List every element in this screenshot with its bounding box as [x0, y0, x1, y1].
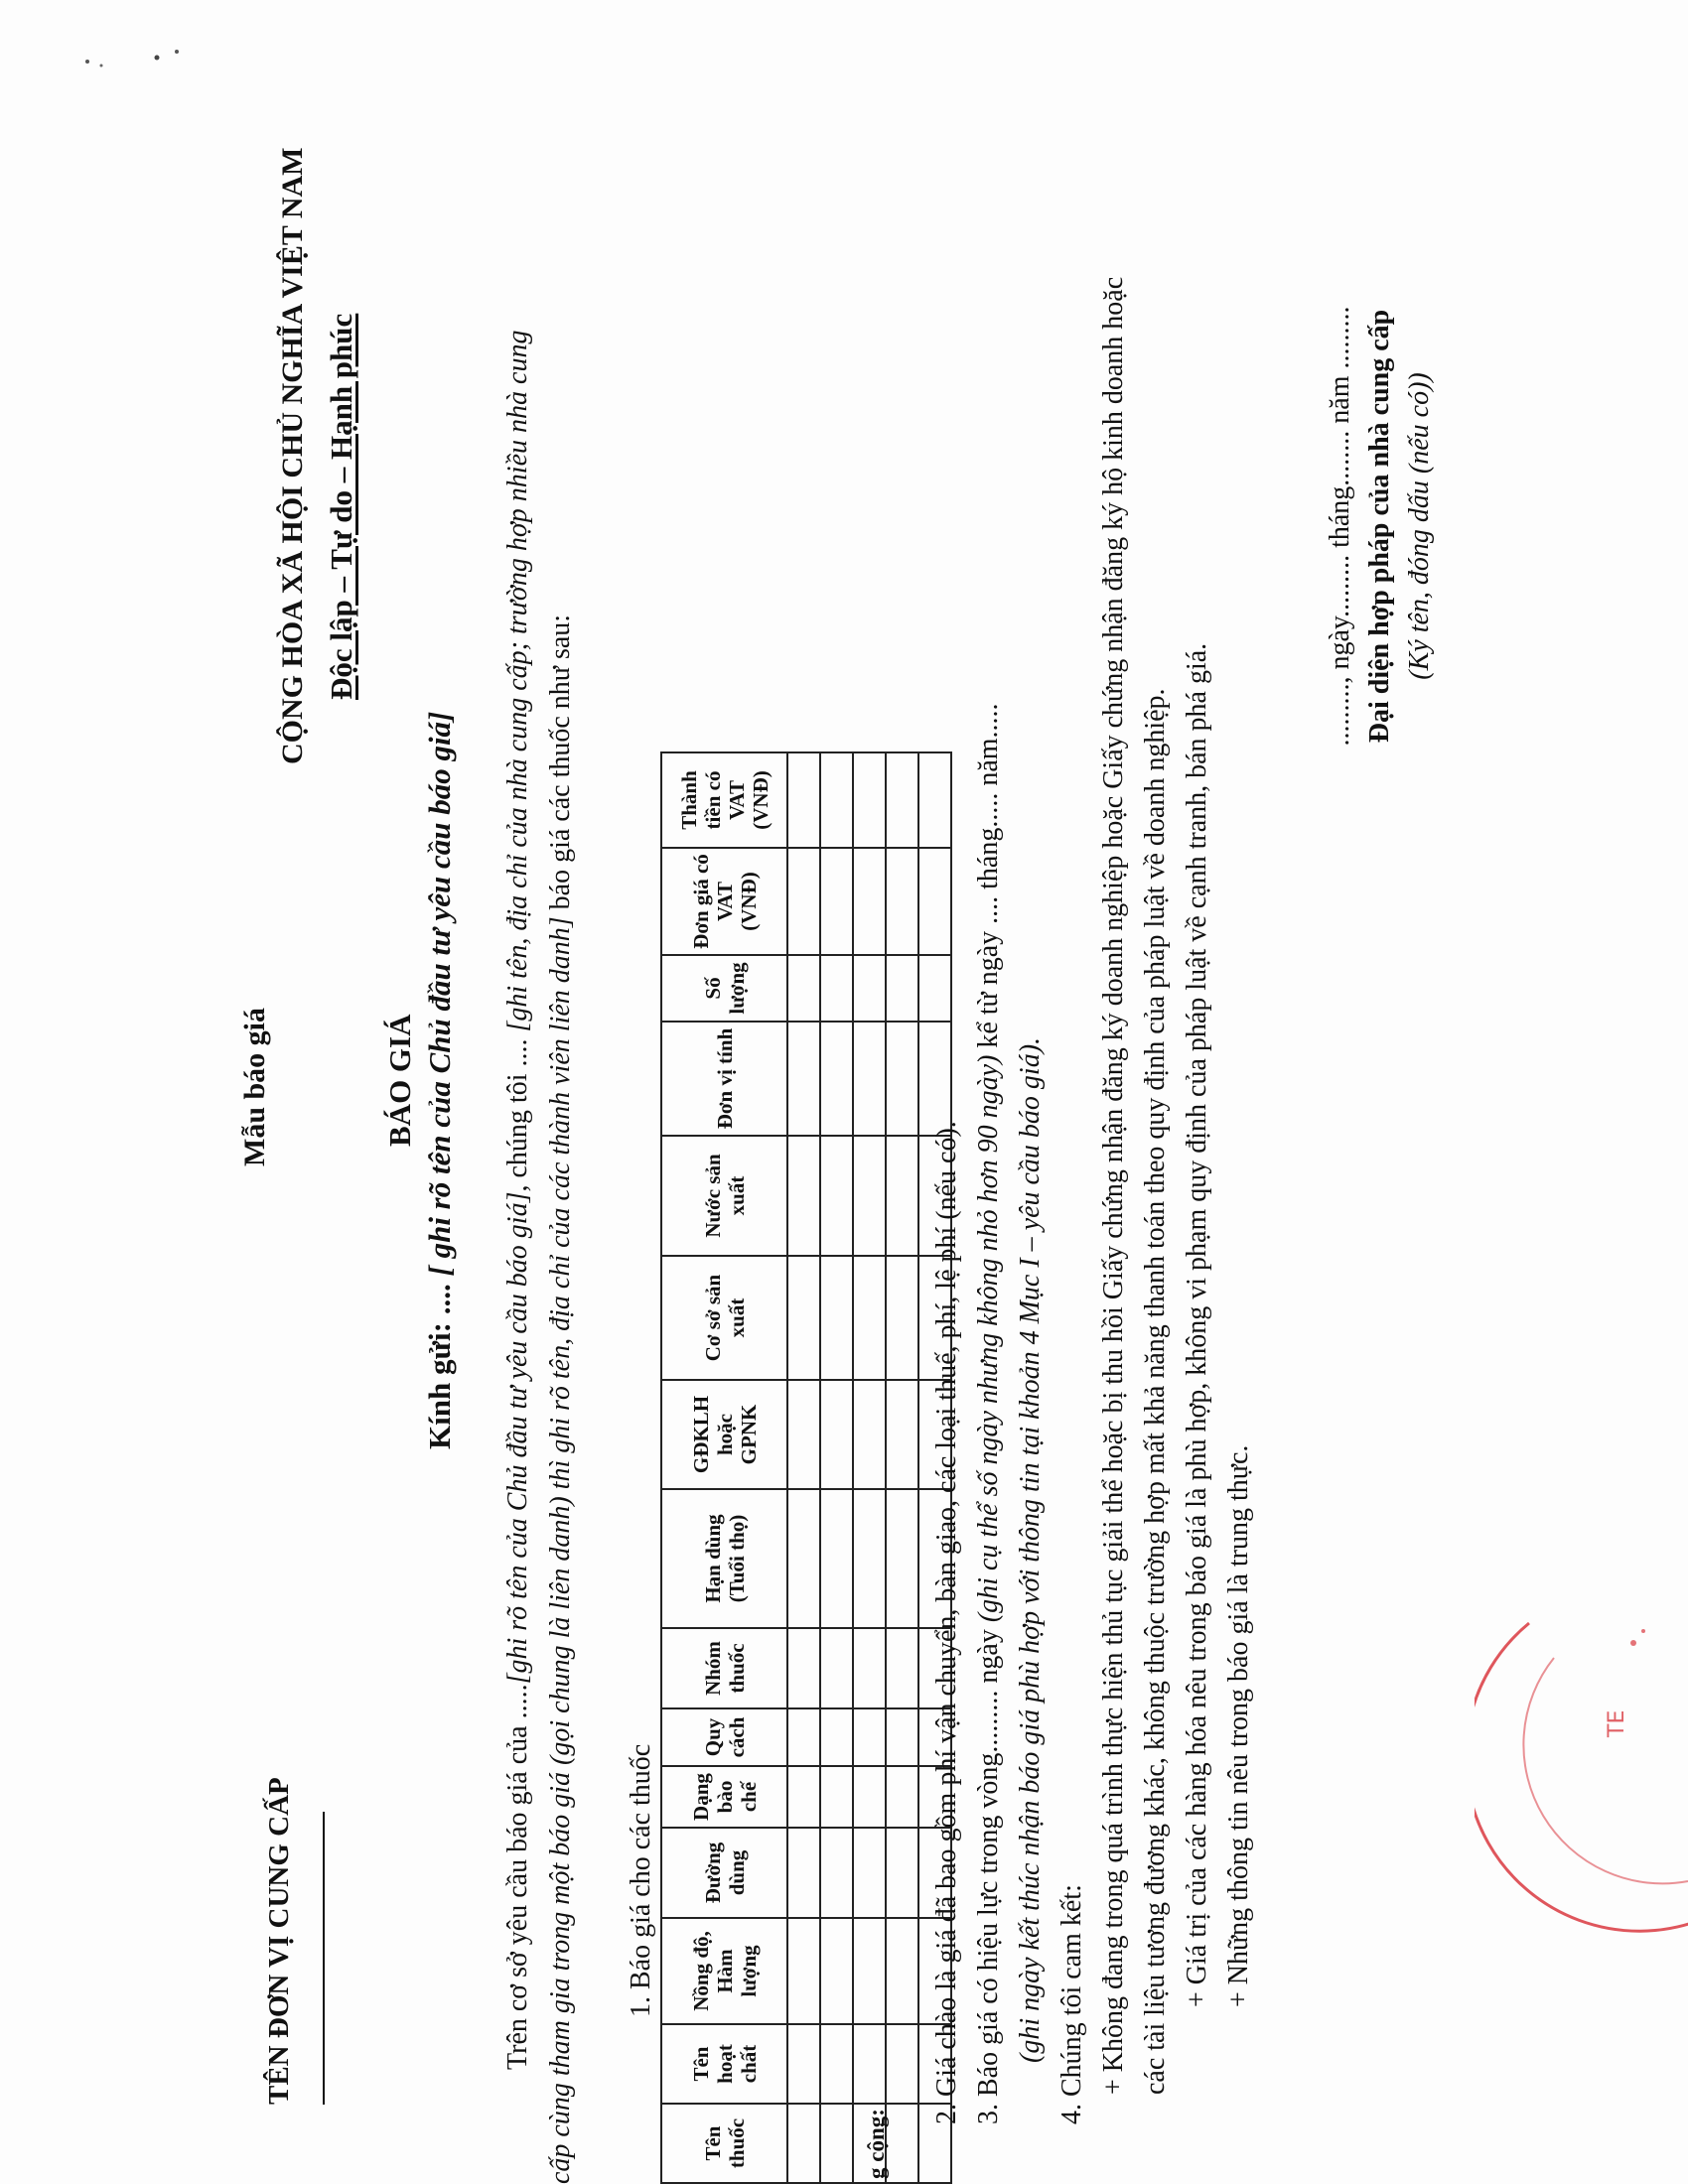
intro-text-2: , chúng tôi .... — [502, 1031, 533, 1192]
addressee-placeholder: [ ghi rõ tên của Chủ đầu tư yêu cầu báo giá] — [422, 711, 457, 1277]
table-cell — [886, 848, 918, 955]
col-header: Cơ sở sản xuất — [661, 1256, 787, 1380]
signature-title: Đại diện hợp pháp của nhà cung cấp — [1364, 309, 1395, 744]
table-cell — [787, 1828, 820, 1918]
intro-text-1: Trên cơ sở yêu cầu báo giá của ..... — [502, 1684, 533, 2070]
table-cell — [787, 1256, 820, 1380]
table-row — [787, 752, 820, 2183]
table-cell — [820, 1489, 853, 1628]
item-3-text: 3. Báo giá có hiệu lực trong vòng......... ngày — [973, 1622, 1004, 2124]
table-cell — [853, 1708, 886, 1766]
table-cell — [787, 1766, 820, 1828]
table-cell — [886, 1828, 918, 1918]
motto — [324, 314, 359, 700]
table-cell — [886, 1022, 918, 1136]
document-title: BÁO GIÁ — [382, 1014, 417, 1147]
table-cell — [787, 752, 820, 848]
supplier-underline — [323, 1812, 325, 2105]
item-3-text-end: kể từ ngày .... tháng..... năm..... — [973, 703, 1004, 1055]
table-cell — [820, 2024, 853, 2104]
total-label: g cộng: — [864, 2109, 889, 2179]
table-cell — [787, 1918, 820, 2024]
nation-heading: CỘNG HÒA XÃ HỘI CHỦ NGHĨA VIỆT NAM — [276, 147, 309, 764]
col-header: Số lượng — [661, 955, 787, 1022]
item-2: 2. Giá chào là giá đã bao gồm phí vận chuyển, bàn giao, các loại thuế, phí, lệ phí (nếu có). — [931, 1121, 962, 2124]
table-cell — [853, 848, 886, 955]
table-row — [820, 752, 853, 2183]
form-label: Mẫu báo giá — [238, 1007, 271, 1166]
price-table — [660, 751, 952, 2184]
intro-italic-1: [ghi rõ tên của Chủ đầu tư yêu cầu báo giá] — [502, 1191, 533, 1685]
col-header: Nhóm thuốc — [661, 1628, 787, 1708]
table-cell — [820, 955, 853, 1022]
table-cell — [853, 1918, 886, 2024]
addressee — [422, 712, 458, 1449]
table-cell — [787, 2024, 820, 2104]
signature-block — [1321, 248, 1440, 804]
table-cell — [886, 2024, 918, 2104]
table-cell — [820, 2104, 853, 2183]
col-header: Hạn dùng (Tuổi thọ) — [661, 1489, 787, 1628]
intro-text-3: báo giá các thuốc như sau: — [545, 614, 576, 917]
table-cell — [886, 1628, 918, 1708]
table-cell — [886, 955, 918, 1022]
supplier-name: TÊN ĐƠN VỊ CUNG CẤP — [263, 1777, 295, 2105]
table-cell — [886, 1136, 918, 1256]
table-cell — [853, 752, 886, 848]
table-row — [853, 752, 886, 2183]
table-header-row — [661, 752, 787, 2183]
item-3 — [968, 238, 1010, 2124]
table-cell — [853, 1628, 886, 1708]
table-cell — [820, 1918, 853, 2024]
table-cell — [886, 1708, 918, 1766]
table-cell — [787, 2104, 820, 2183]
intro-italic-2: [ghi tên, địa chỉ của nhà cung cấp; trường hợp nhiều nhà cung cấp cùng tham gia trong một báo giá (gọi chung là liên danh) thì ghi rõ tên, địa chỉ của các thành viên liên danh] — [502, 330, 576, 2184]
table-cell — [820, 752, 853, 848]
addressee-label: Kính gửi: .... — [422, 1276, 457, 1449]
table-cell — [787, 1628, 820, 1708]
table-cell — [886, 1256, 918, 1380]
col-header: Quy cách — [661, 1708, 787, 1766]
table-cell — [820, 1828, 853, 1918]
table-cell — [853, 1766, 886, 1828]
table-cell — [853, 1022, 886, 1136]
table-cell — [820, 1136, 853, 1256]
table-cell — [853, 1489, 886, 1628]
table-cell — [820, 1022, 853, 1136]
table-cell — [820, 1708, 853, 1766]
table-cell — [787, 955, 820, 1022]
table-cell — [820, 1628, 853, 1708]
svg-text:TE: TE — [1605, 1709, 1629, 1737]
table-cell — [820, 1766, 853, 1828]
table-cell — [886, 1766, 918, 1828]
table-cell — [787, 1708, 820, 1766]
item-1: 1. Báo giá cho các thuốc — [626, 1743, 656, 2017]
signature-note: (Ký tên, đóng dấu (nếu có)) — [1404, 372, 1435, 680]
col-header: Đơn giá có VAT (VNĐ) — [661, 848, 787, 955]
table-cell — [886, 1380, 918, 1489]
commitment-1: + Không đang trong quá trình thực hiện thủ tục giải thể hoặc bị thu hồi Giấy chứng nhận đăng ký doanh nghiệp hoặc Giấy chứng nhận đăng ký hộ kinh doanh hoặc các tài liệu tương đương khác, không thuộc trường hợp mất khả năng thanh toán theo quy định của pháp luật về doanh nghiệp. — [1098, 276, 1171, 2095]
item-3-note: (ghi ngày kết thúc nhận báo giá phù hợp với thông tin tại khoản 4 Mục I – yêu cầu báo giá). — [1015, 1036, 1046, 2063]
col-header: Nồng độ, Hàm lượng — [661, 1918, 787, 2024]
table-cell — [853, 1256, 886, 1380]
commitment-2: + Giá trị của các hàng hóa nêu trong báo giá là phù hợp, không vi phạm quy định của pháp luật về cạnh tranh, bán phá giá. — [1182, 642, 1212, 2007]
col-header: Đơn vị tính — [661, 1022, 787, 1136]
intro-paragraph — [496, 293, 582, 2184]
table-cell — [886, 1918, 918, 2024]
table-cell — [820, 1256, 853, 1380]
terms-list — [926, 238, 1260, 2124]
table-cell — [787, 1489, 820, 1628]
table-cell — [787, 1136, 820, 1256]
motto-text: Độc lập – Tự do – Hạnh phúc — [324, 313, 358, 700]
table-cell — [886, 2104, 918, 2183]
col-header: Dạng bào chế — [661, 1766, 787, 1828]
table-cell — [853, 2024, 886, 2104]
commitment-3: + Những thông tin nêu trong báo giá là trung thực. — [1223, 1444, 1254, 2007]
col-header: Đường dùng — [661, 1828, 787, 1918]
table-cell — [787, 1022, 820, 1136]
col-header: Nước sản xuất — [661, 1136, 787, 1256]
table-cell — [886, 1489, 918, 1628]
table-cell — [853, 955, 886, 1022]
col-header: Tên thuốc — [661, 2104, 787, 2183]
table-cell — [886, 752, 918, 848]
table-cell — [853, 1828, 886, 1918]
table-row — [886, 752, 918, 2183]
item-3-italic: (ghi cụ thể số ngày nhưng không nhỏ hơn 90 ngày) — [973, 1054, 1004, 1623]
table-cell — [787, 1380, 820, 1489]
date-line: ........., ngày......... tháng........ năm ......... — [1325, 306, 1355, 747]
item-4: 4. Chúng tôi cam kết: — [1056, 1884, 1087, 2124]
col-header: Thành tiền có VAT (VNĐ) — [661, 752, 787, 848]
table-cell — [787, 848, 820, 955]
table-cell — [853, 1380, 886, 1489]
table-cell — [853, 1136, 886, 1256]
col-header: Tên hoạt chất — [661, 2024, 787, 2104]
table-cell — [820, 848, 853, 955]
col-header: GĐKLH hoặc GPNK — [661, 1380, 787, 1489]
red-stamp — [1475, 1564, 1688, 1941]
table-cell — [820, 1380, 853, 1489]
